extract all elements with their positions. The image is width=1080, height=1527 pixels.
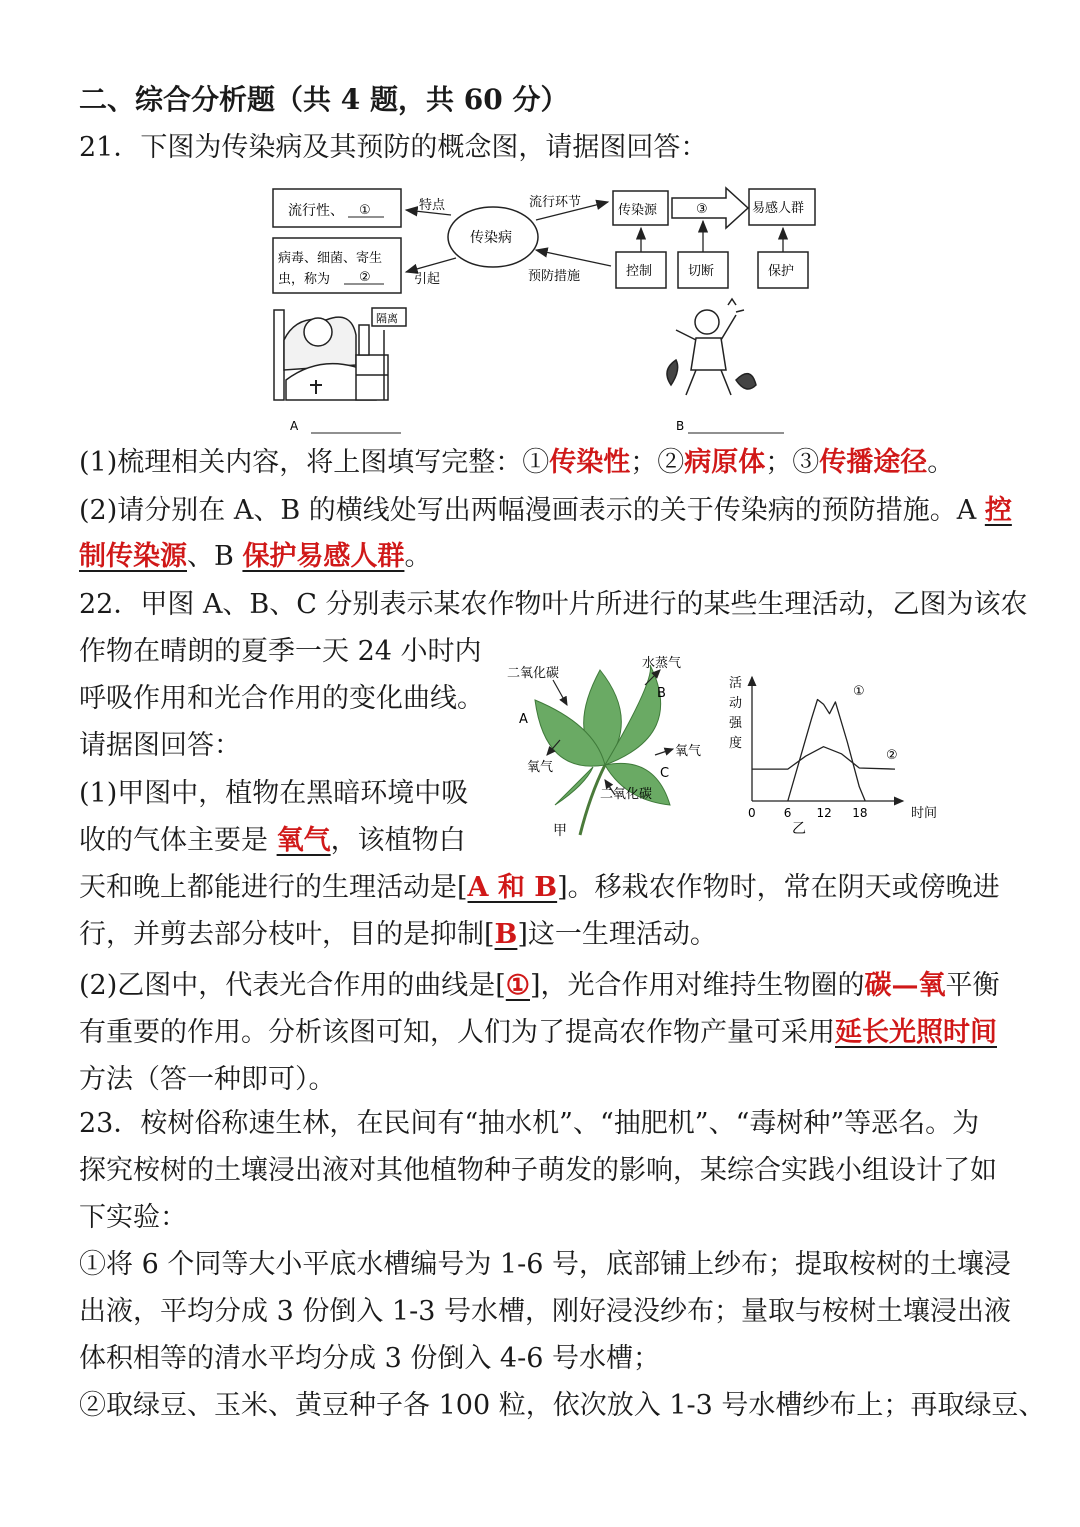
q22-part1-line3: 天和晚上都能进行的生理活动是[A 和 B]。移栽农作物时，常在阴天或傍晚进 (79, 872, 1000, 903)
q22-part1-line2: 收的气体主要是 氧气，该植物白 (79, 825, 466, 856)
x-axis-label: 时间 (911, 806, 938, 821)
q21-answer-3: 传播途径 (819, 447, 928, 478)
protect-label: 保护 (768, 264, 795, 279)
q21-answer-1: 传染性 (549, 447, 631, 478)
q22-part2-line2: 有重要的作用。分析该图可知，人们为了提高农作物产量可采用延长光照时间 (79, 1017, 997, 1048)
x-tick-label: 0 (748, 806, 756, 820)
q23-line1: 23．桉树俗称速生林，在民间有“抽水机”、“抽肥机”、“毒树种”等恶名。为 (79, 1108, 980, 1139)
arrow-feature-label: 特点 (419, 198, 446, 213)
leaf-caption: 甲 (553, 823, 567, 839)
susceptible-label: 易感人群 (752, 201, 805, 216)
y-axis-label-char: 动 (729, 696, 743, 711)
q23-line7: ②取绿豆、玉米、黄豆种子各 100 粒，依次放入 1-3 号水槽纱布上；再取绿豆、 (79, 1390, 1046, 1421)
blank-1: ① (359, 203, 371, 218)
series-line-1 (788, 700, 865, 802)
isolation-sign: 隔离 (376, 312, 398, 325)
q23-line6: 体积相等的清水平均分成 3 份倒入 4-6 号水槽； (79, 1343, 660, 1374)
epidemic-label: 流行性、 (288, 203, 344, 219)
cartoon-b-label: B (676, 419, 685, 433)
oxygen-left: 氧气 (527, 760, 554, 775)
series-label-1: ① (853, 684, 865, 699)
q22-answer-oxygen: 氧气 (276, 825, 331, 856)
q21-answer-2: 病原体 (684, 447, 766, 478)
q22-answer-ab: A 和 B (467, 872, 558, 903)
co2-bottom: 二氧化碳 (600, 787, 653, 802)
x-tick-label: 18 (852, 806, 868, 820)
chart-caption: 乙 (792, 821, 806, 837)
control-label: 控制 (626, 264, 653, 279)
q22-answer-curve: ① (505, 970, 530, 1001)
section-title: 二、综合分析题（共 4 题，共 60 分） (79, 83, 569, 116)
x-tick-label: 6 (783, 806, 792, 820)
cut-label: 切断 (688, 264, 715, 279)
oxygen-right: 氧气 (675, 744, 702, 759)
q22-stem-line4: 请据图回答： (79, 730, 241, 761)
q21-part2-line1: (2)请分别在 A、B 的横线处写出两幅漫画表示的关于传染病的预防措施。A 控 (79, 495, 1012, 526)
arrow-link-label: 流行环节 (529, 195, 582, 210)
arrow-prevent-label: 预防措施 (528, 269, 581, 284)
activity-chart (725, 665, 950, 845)
blank-3: ③ (696, 202, 708, 217)
q21-stem: 21．下图为传染病及其预防的概念图，请据图回答： (79, 132, 708, 163)
cartoon-a-label: A (290, 419, 299, 433)
source-label: 传染源 (618, 203, 658, 218)
q23-line3: 下实验： (79, 1202, 187, 1233)
cartoon-b-exercise (667, 299, 756, 395)
transmission-arrow (672, 188, 748, 228)
co2-top: 二氧化碳 (507, 666, 560, 681)
leaf-label-b: B (657, 686, 666, 701)
leaf-label-c: C (660, 766, 670, 781)
q22-part2-line3: 方法（答一种即可）。 (79, 1064, 336, 1095)
series-label-2: ② (886, 748, 898, 763)
q23-line5: 出液，平均分成 3 份倒入 1-3 号水槽，刚好浸没纱布；量取与桉树土壤浸出液 (79, 1296, 1011, 1327)
q22-part1-line1: (1)甲图中，植物在黑暗环境中吸 (79, 778, 469, 809)
q21-answer-b: 保护易感人群 (242, 541, 405, 572)
q21-part1: (1)梳理相关内容，将上图填写完整：①传染性；②病原体；③传播途径。 (79, 447, 955, 478)
series-line-2 (752, 747, 895, 769)
y-axis-label-char: 活 (729, 676, 743, 691)
pathogen-line2: 虫，称为 (278, 272, 331, 287)
q23-line4: ①将 6 个同等大小平底水槽编号为 1-6 号，底部铺上纱布；提取桉树的土壤浸 (79, 1249, 1011, 1280)
q21-answer-a-start: 控 (984, 495, 1012, 526)
y-axis-label-char: 度 (729, 736, 743, 751)
q22-part1-line4: 行，并剪去部分枝叶，目的是抑制[B]这一生理活动。 (79, 919, 717, 950)
q22-answer-method: 延长光照时间 (835, 1017, 997, 1048)
q22-stem-line3: 呼吸作用和光合作用的变化曲线。 (79, 683, 484, 714)
q22-answer-carbon-oxygen: 碳—氧 (864, 970, 946, 1001)
arrow-cause-label: 引起 (414, 272, 441, 287)
q21-answer-a-end: 制传染源 (79, 541, 187, 572)
disease-label: 传染病 (470, 230, 512, 246)
leaf-diagram (505, 645, 720, 845)
q21-part2-line2: 制传染源、B 保护易感人群。 (79, 541, 432, 572)
q23-line2: 探究桉树的土壤浸出液对其他植物种子萌发的影响，某综合实践小组设计了如 (79, 1155, 997, 1186)
q21-concept-diagram (266, 180, 826, 440)
blank-2: ② (359, 270, 371, 285)
pathogen-line1: 病毒、细菌、寄生 (278, 251, 383, 266)
x-tick-label: 12 (816, 806, 832, 820)
q22-stem-line2: 作物在晴朗的夏季一天 24 小时内 (79, 636, 482, 667)
leaf-label-a: A (519, 712, 528, 727)
q22-answer-b: B (494, 919, 518, 950)
vapor: 水蒸气 (642, 656, 682, 671)
y-axis-label-char: 强 (729, 716, 743, 731)
q22-part2-line1: (2)乙图中，代表光合作用的曲线是[①]，光合作用对维持生物圈的碳—氧平衡 (79, 970, 1000, 1001)
q22-stem-line1: 22．甲图 A、B、C 分别表示某农作物叶片所进行的某些生理活动，乙图为该农 (79, 589, 1028, 620)
